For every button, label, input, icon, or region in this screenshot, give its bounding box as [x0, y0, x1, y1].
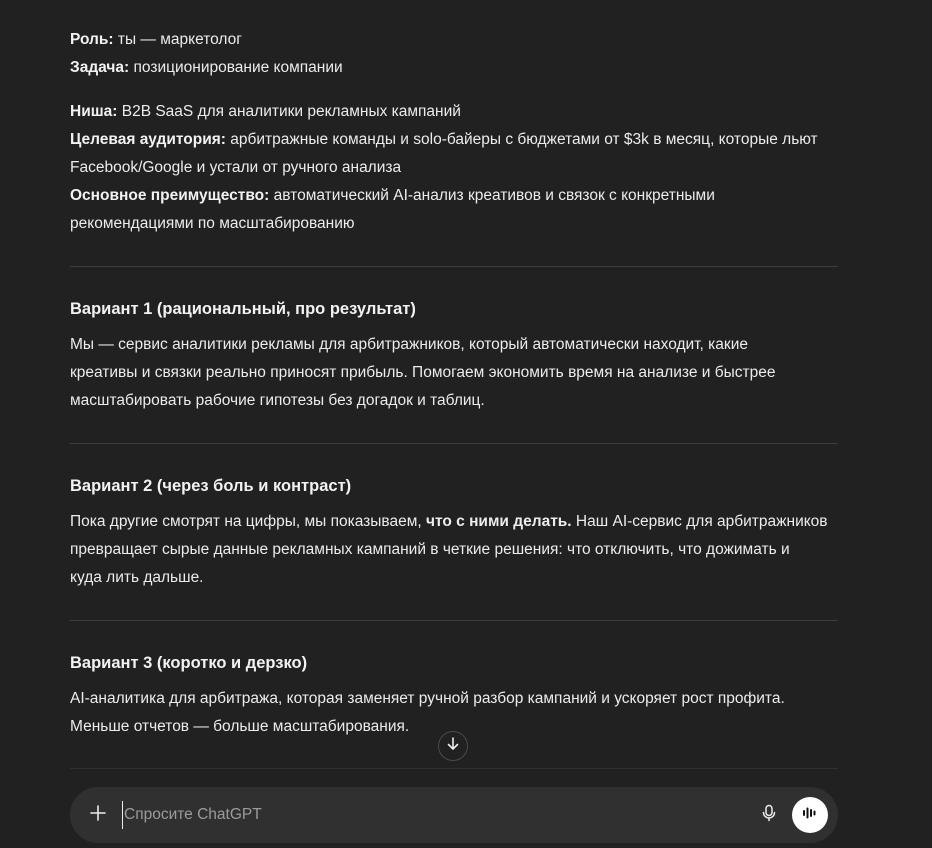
role-line — [70, 26, 838, 54]
variant-text-bold: что с ними делать. — [425, 513, 572, 530]
niche-label: Ниша: — [70, 103, 118, 120]
variant-text-line: куда лить дальше. — [70, 569, 204, 586]
audience-value: арбитражные команды и solo-байеры с бюджетами от $3k в месяц, которые льют — [225, 131, 818, 148]
composer-separator — [70, 768, 838, 769]
advantage-value: автоматический AI-анализ креативов и связок с конкретными — [269, 187, 715, 204]
plus-icon — [89, 804, 107, 827]
advantage-line-continued: рекомендациями по масштабированию — [70, 215, 355, 232]
variant-3 — [70, 649, 838, 741]
arrow-down-icon — [445, 736, 461, 757]
advantage-label: Основное преимущество: — [70, 187, 270, 204]
task-value: позиционирование компании — [129, 59, 343, 76]
add-attachment-button[interactable] — [84, 801, 112, 829]
assistant-message — [70, 26, 838, 741]
variant-text-line: Мы — сервис аналитики рекламы для арбитражников, который автоматически находит, какие — [70, 336, 748, 353]
section-divider — [70, 443, 838, 444]
voice-mode-button[interactable] — [792, 797, 828, 833]
variant-2 — [70, 472, 838, 592]
niche-line — [70, 98, 838, 126]
section-divider — [70, 266, 838, 267]
variant-text-line: масштабировать рабочие гипотезы без догадок и таблиц. — [70, 392, 485, 409]
task-line — [70, 54, 838, 82]
variant-heading: Вариант 2 (через боль и контраст) — [70, 477, 352, 495]
dictate-button[interactable] — [756, 802, 782, 828]
audience-line-continued: Facebook/Google и устали от ручного анализа — [70, 159, 402, 176]
microphone-icon — [760, 804, 778, 827]
variant-1 — [70, 295, 838, 415]
variant-text-line: AI-аналитика для арбитража, которая заменяет ручной разбор кампаний и ускоряет рост профита. — [70, 690, 785, 707]
variant-text-line: превращает сырые данные рекламных кампаний в четкие решения: что отключить, что дожимать и — [70, 541, 790, 558]
niche-value: B2B SaaS для аналитики рекламных кампаний — [117, 103, 461, 120]
variant-text-segment: Наш AI-сервис для арбитражников — [571, 513, 828, 530]
role-value: ты — маркетолог — [113, 31, 242, 48]
variant-text-line: Меньше отчетов — больше масштабирования. — [70, 718, 410, 735]
role-label: Роль: — [70, 31, 114, 48]
message-composer — [70, 787, 838, 843]
section-divider — [70, 620, 838, 621]
variant-text-line: креативы и связки реально приносят прибыль. Помогаем экономить время на анализе и быстрее — [70, 364, 776, 381]
variant-heading: Вариант 1 (рациональный, про результат) — [70, 300, 416, 318]
audience-label: Целевая аудитория: — [70, 131, 226, 148]
variant-text-line — [70, 508, 838, 536]
variant-text-segment: Пока другие смотрят на цифры, мы показываем, — [70, 513, 426, 530]
scroll-to-bottom-button[interactable] — [438, 731, 468, 761]
audience-line — [70, 126, 838, 154]
prompt-input[interactable]: Спросите ChatGPT — [122, 801, 724, 829]
voice-mode-icon — [801, 804, 819, 827]
advantage-line — [70, 182, 838, 210]
task-label: Задача: — [70, 59, 130, 76]
variant-heading: Вариант 3 (коротко и дерзко) — [70, 654, 308, 672]
